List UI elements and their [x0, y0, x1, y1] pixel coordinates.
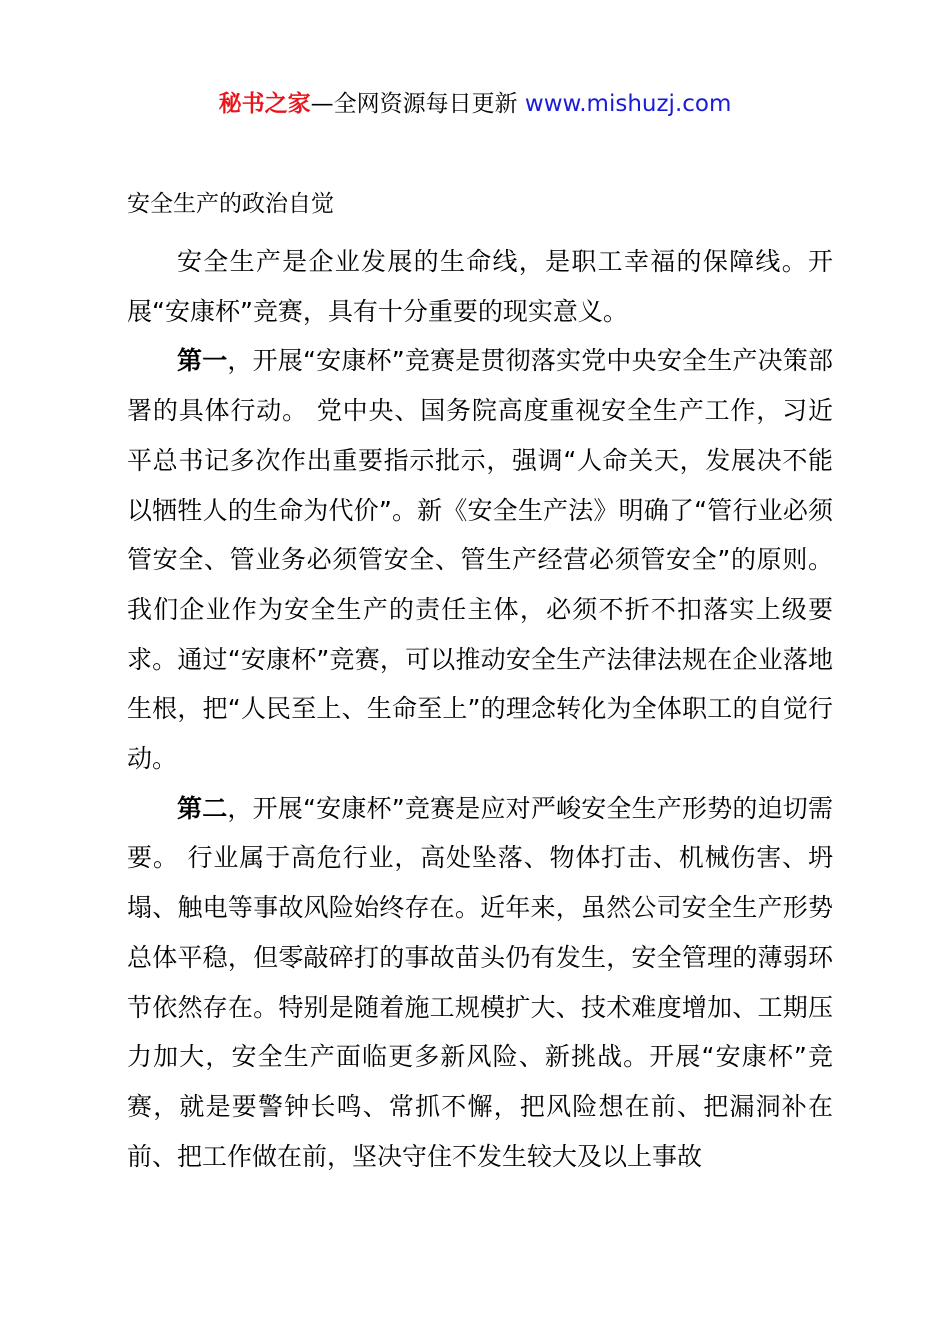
paragraph-text: ，开展“安康杯”竞赛是贯彻落实党中央安全生产决策部署的具体行动。 党中央、国务院高度重视安全生产工作，习近平总书记多次作出重要指示批示，强调“人命关天，发展决不能以牺牲人的生命为代价”。新《安全生产法》明确了“管行业必须管安全、管业务必须管安全、管生产经营必须管安全”的原则。我们企业作为安全生产的责任主体，必须不折不扣落实上级要求。通过“安康杯”竞赛，可以推动安全生产法律法规在企业落地生根，把“人民至上、生命至上”的理念转化为全体职工的自觉行动。 — [127, 346, 833, 774]
document-title: 安全生产的政治自觉 — [127, 191, 334, 217]
paragraph-intro — [127, 237, 833, 336]
paragraph-second — [127, 784, 833, 1182]
site-url-link[interactable]: www.mishuzj.com — [524, 91, 732, 117]
paragraph-lead: 第二 — [177, 793, 228, 823]
paragraph-first — [127, 336, 833, 783]
site-tagline: —全网资源每日更新 — [310, 91, 525, 117]
document-body — [127, 237, 833, 1181]
site-header — [0, 88, 950, 120]
paragraph-text: 安全生产是企业发展的生命线，是职工幸福的保障线。开展“安康杯”竞赛，具有十分重要的现实意义。 — [127, 247, 833, 326]
paragraph-lead: 第一 — [177, 346, 228, 376]
paragraph-text: ，开展“安康杯”竞赛是应对严峻安全生产形势的迫切需要。 行业属于高危行业，高处坠落、物体打击、机械伤害、坍塌、触电等事故风险始终存在。近年来，虽然公司安全生产形势总体平稳，但零敲碎打的事故苗头仍有发生，安全管理的薄弱环节依然存在。特别是随着施工规模扩大、技术难度增加、工期压力加大，安全生产面临更多新风险、新挑战。开展“安康杯”竞赛，就是要警钟长鸣、常抓不懈，把风险想在前、把漏洞补在前、把工作做在前，坚决守住不发生较大及以上事故 — [127, 793, 833, 1171]
site-brand: 秘书之家 — [218, 91, 311, 117]
